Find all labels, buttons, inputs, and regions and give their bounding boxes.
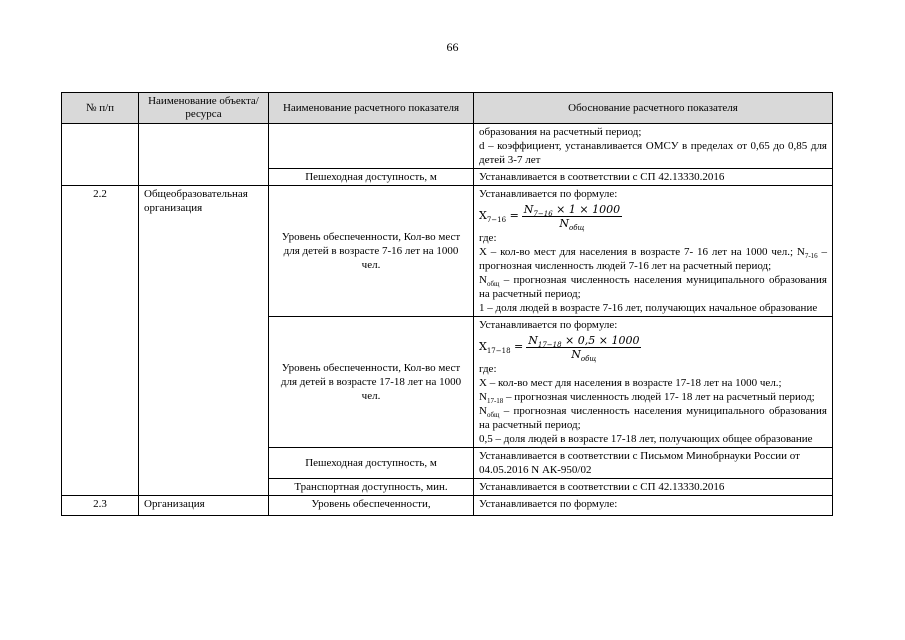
cell-indicator: Пешеходная доступность, м: [269, 448, 474, 479]
cell-object: Организация: [139, 496, 269, 516]
cell-basis: Устанавливается в соответствии с Письмом Минобрнауки России от 04.05.2016 N АК-950/02: [474, 448, 833, 479]
cell-indicator: [269, 124, 474, 169]
standards-table: [61, 92, 833, 516]
header-object: Наименование объекта/ресурса: [139, 93, 269, 124]
formula-fraction: $\frac{N_{17-18} \times 0,5 \times 1000}{N_{общ}}$: [528, 333, 640, 363]
cell-indicator: Транспортная доступность, мин.: [269, 479, 474, 496]
header-num: № п/п: [62, 93, 139, 124]
formula: $Х_{7-16}$ = $\frac{N_{7-16} \times 1 \times 1000}{N_{общ}}$: [479, 202, 621, 232]
cell-object: Общеобразовательная организация: [139, 186, 269, 496]
table-row: [62, 496, 833, 516]
cell-basis: Устанавливается по формуле: $Х_{17-18}$ = $\frac{N_{17-18} \times 0,5 \times 1000}{N_{общ}}$ где: Х – кол-во мест для населения в возрасте 17-18 лет на 1000 чел.; $N_{17-18}$ – прогнозная численность людей 17- 18 лет на расчетный период; $N_{общ}$ – прогнозная численность населения муниципального образования на расчетный период; 0,5 – доля людей в возрасте 17-18 лет, получающих общее образование: [474, 317, 833, 448]
cell-basis: Устанавливается в соответствии с СП 42.13330.2016: [474, 479, 833, 496]
cell-basis: [474, 124, 833, 169]
basis-intro: Устанавливается по формуле:: [479, 188, 618, 200]
cell-object: [139, 124, 269, 186]
cell-num: [62, 124, 139, 186]
cell-basis: Устанавливается в соответствии с СП 42.13330.2016: [474, 169, 833, 186]
basis-line: d – коэффициент, устанавливается ОМСУ в пределах от 0,65 до 0,85 для детей 3-7 лет: [479, 140, 827, 166]
cell-indicator: Уровень обеспеченности,: [269, 496, 474, 516]
header-indicator: Наименование расчетного показателя: [269, 93, 474, 124]
cell-indicator: Уровень обеспеченности, Кол-во мест для детей в возрасте 7-16 лет на 1000 чел.: [269, 186, 474, 317]
cell-num: 2.2: [62, 186, 139, 496]
table-row: [62, 186, 833, 317]
table-header-row: [62, 93, 833, 124]
cell-indicator: Пешеходная доступность, м: [269, 169, 474, 186]
basis-intro: Устанавливается по формуле:: [479, 319, 618, 331]
header-basis: Обоснование расчетного показателя: [474, 93, 833, 124]
formula-fraction: $\frac{N_{7-16} \times 1 \times 1000}{N_{общ}}$: [523, 202, 621, 232]
cell-basis: Устанавливается по формуле:: [474, 496, 833, 516]
page-number: 66: [446, 40, 459, 54]
cell-num: 2.3: [62, 496, 139, 516]
table-row: [62, 124, 833, 169]
basis-line: образования на расчетный период;: [479, 126, 642, 138]
formula: $Х_{17-18}$ = $\frac{N_{17-18} \times 0,5 \times 1000}{N_{общ}}$: [479, 333, 640, 363]
cell-basis: Устанавливается по формуле: $Х_{7-16}$ = $\frac{N_{7-16} \times 1 \times 1000}{N_{общ}}$ где: Х – кол-во мест для населения в возрасте 7- 16 лет на 1000 чел.; $N_{7-16}$ – прогнозная численность людей 7-16 лет на расчетный период; $N_{общ}$ – прогнозная численность населения муниципального образования на расчетный период; 1 – доля людей в возрасте 7-16 лет, получающих начальное образование: [474, 186, 833, 317]
cell-indicator: Уровень обеспеченности, Кол-во мест для детей в возрасте 17-18 лет на 1000 чел.: [269, 317, 474, 448]
